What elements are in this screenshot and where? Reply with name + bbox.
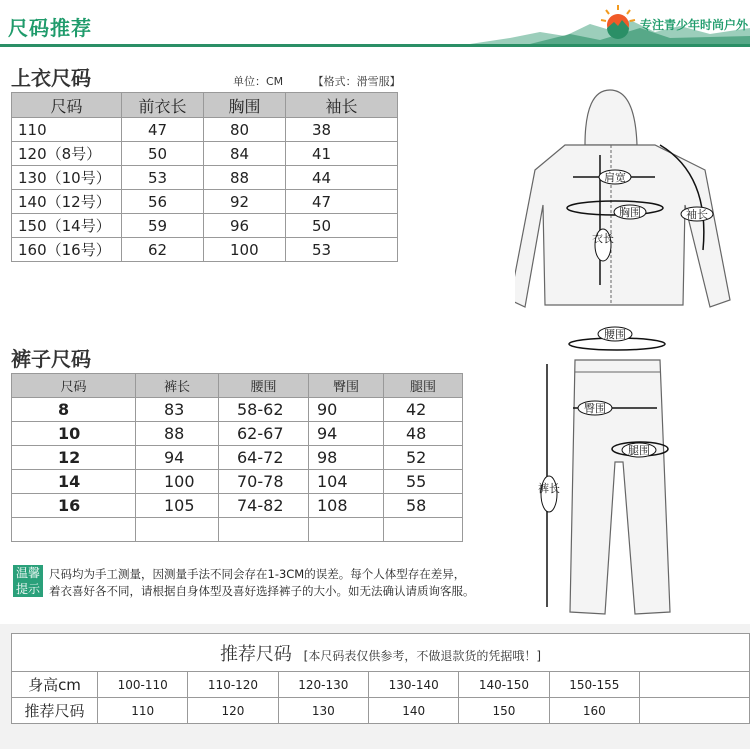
column-header: 尺码 [12, 93, 122, 118]
table-cell: 14 [12, 470, 136, 494]
waist-label [598, 327, 632, 341]
table-header-row [12, 93, 398, 118]
hip-label [578, 401, 612, 415]
svg-text:袖长: 袖长 [686, 208, 708, 221]
table-cell: 130 [278, 698, 368, 724]
table-cell-empty [640, 698, 750, 724]
table-cell: 108 [309, 494, 384, 518]
svg-text:腿围: 腿围 [628, 444, 650, 457]
column-header: 腰围 [219, 374, 309, 398]
header-divider [0, 44, 750, 47]
table-row [12, 190, 398, 214]
sleeve-label [681, 207, 713, 221]
table-cell: 70-78 [219, 470, 309, 494]
column-header: 尺码 [12, 374, 136, 398]
table-cell: 96 [204, 214, 286, 238]
table-cell: 12 [12, 446, 136, 470]
table-cell: 84 [204, 142, 286, 166]
svg-text:胸围: 胸围 [619, 206, 641, 219]
table-cell: 140-150 [459, 672, 549, 698]
table-cell: 88 [136, 422, 219, 446]
tip-line-1: 尺码均为手工测量，因测量手法不同会存在1-3CM的误差。每个人体型存在差异， [49, 567, 466, 581]
table-cell: 90 [309, 398, 384, 422]
table-cell: 94 [309, 422, 384, 446]
table-cell: 140（12号） [12, 190, 122, 214]
table-cell: 94 [136, 446, 219, 470]
unit-note [233, 73, 427, 89]
height-row [12, 672, 750, 698]
table-cell: 160（16号） [12, 238, 122, 262]
table-cell: 120-130 [278, 672, 368, 698]
recommend-caption [12, 634, 750, 672]
recommend-size-table [11, 633, 750, 724]
tip-badge-line1: 温馨 [15, 566, 40, 580]
table-cell: 120 [188, 698, 278, 724]
tip-badge-line2: 提示 [15, 582, 40, 596]
table-cell: 47 [286, 190, 398, 214]
table-cell: 62-67 [219, 422, 309, 446]
table-row [12, 398, 463, 422]
recommend-title: 推荐尺码 [219, 643, 292, 665]
svg-text:肩宽: 肩宽 [604, 171, 626, 184]
table-cell: 100 [204, 238, 286, 262]
jacket-size-table [11, 92, 398, 262]
page-title: 尺码推荐 [8, 16, 92, 40]
pants-length-label [538, 476, 560, 512]
column-header: 胸围 [204, 93, 286, 118]
table-cell: 88 [204, 166, 286, 190]
table-cell: 48 [384, 422, 463, 446]
leg-label [622, 443, 656, 457]
chest-label [614, 205, 646, 219]
table-cell: 130-140 [368, 672, 458, 698]
pants-diagram [535, 322, 680, 622]
tip-badge [13, 565, 43, 597]
table-cell: 10 [12, 422, 136, 446]
table-cell: 53 [286, 238, 398, 262]
table-cell: 16 [12, 494, 136, 518]
column-header: 臀围 [309, 374, 384, 398]
unit-label: 单位：CM [233, 75, 284, 88]
table-cell: 83 [136, 398, 219, 422]
shoulder-label [599, 170, 631, 184]
table-cell: 50 [122, 142, 204, 166]
table-cell: 8 [12, 398, 136, 422]
table-cell: 110 [98, 698, 188, 724]
table-cell: 74-82 [219, 494, 309, 518]
svg-text:裤长: 裤长 [538, 482, 560, 495]
column-header: 腿围 [384, 374, 463, 398]
table-cell: 105 [136, 494, 219, 518]
table-cell-empty [640, 672, 750, 698]
column-header: 裤长 [136, 374, 219, 398]
table-cell: 80 [204, 118, 286, 142]
jacket-section-title: 上衣尺码 [11, 66, 91, 90]
table-cell: 55 [384, 470, 463, 494]
page-header [0, 0, 750, 48]
table-cell: 140 [368, 698, 458, 724]
height-label: 身高cm [12, 672, 98, 698]
svg-text:衣长: 衣长 [592, 232, 614, 245]
brand-slogan: 专注青少年时尚户外 [640, 18, 749, 32]
table-cell: 130（10号） [12, 166, 122, 190]
table-cell: 92 [204, 190, 286, 214]
jacket-diagram [515, 85, 745, 320]
table-cell: 98 [309, 446, 384, 470]
table-cell: 160 [549, 698, 639, 724]
table-cell: 42 [384, 398, 463, 422]
table-cell: 62 [122, 238, 204, 262]
table-cell: 47 [122, 118, 204, 142]
column-header: 袖长 [286, 93, 398, 118]
table-cell: 110 [12, 118, 122, 142]
table-cell: 150 [459, 698, 549, 724]
table-row-empty [12, 518, 463, 542]
table-row [12, 422, 463, 446]
table-cell: 52 [384, 446, 463, 470]
size-row [12, 698, 750, 724]
table-row [12, 214, 398, 238]
svg-text:腰围: 腰围 [604, 328, 626, 341]
tip-line-2: 着衣喜好各不同，请根据自身体型及喜好选择裤子的大小。如无法确认请质询客服。 [49, 584, 475, 598]
table-row [12, 166, 398, 190]
table-cell: 56 [122, 190, 204, 214]
table-cell: 58 [384, 494, 463, 518]
size-label: 推荐尺码 [12, 698, 98, 724]
format-label: 【格式：滑雪服】 [312, 75, 401, 88]
svg-text:臀围: 臀围 [584, 402, 606, 415]
table-cell: 100 [136, 470, 219, 494]
table-cell: 44 [286, 166, 398, 190]
tip-text [49, 566, 475, 600]
table-row [12, 470, 463, 494]
table-cell: 150（14号） [12, 214, 122, 238]
table-cell: 58-62 [219, 398, 309, 422]
recommend-caption-row [12, 634, 750, 672]
table-cell: 50 [286, 214, 398, 238]
table-cell: 110-120 [188, 672, 278, 698]
table-cell: 104 [309, 470, 384, 494]
table-cell: 53 [122, 166, 204, 190]
table-header-row [12, 374, 463, 398]
recommend-note: [本尺码表仅供参考，不做退款货的凭据哦！] [303, 648, 542, 663]
table-cell: 150-155 [549, 672, 639, 698]
pants-section-title: 裤子尺码 [11, 347, 91, 371]
table-cell: 38 [286, 118, 398, 142]
table-cell: 59 [122, 214, 204, 238]
table-row [12, 238, 398, 262]
table-cell: 100-110 [98, 672, 188, 698]
pants-size-table [11, 373, 463, 542]
table-row [12, 446, 463, 470]
column-header: 前衣长 [122, 93, 204, 118]
table-cell: 41 [286, 142, 398, 166]
table-row [12, 118, 398, 142]
table-row [12, 494, 463, 518]
table-cell: 64-72 [219, 446, 309, 470]
sun-logo-icon [600, 4, 636, 40]
table-row [12, 142, 398, 166]
table-cell: 120（8号） [12, 142, 122, 166]
